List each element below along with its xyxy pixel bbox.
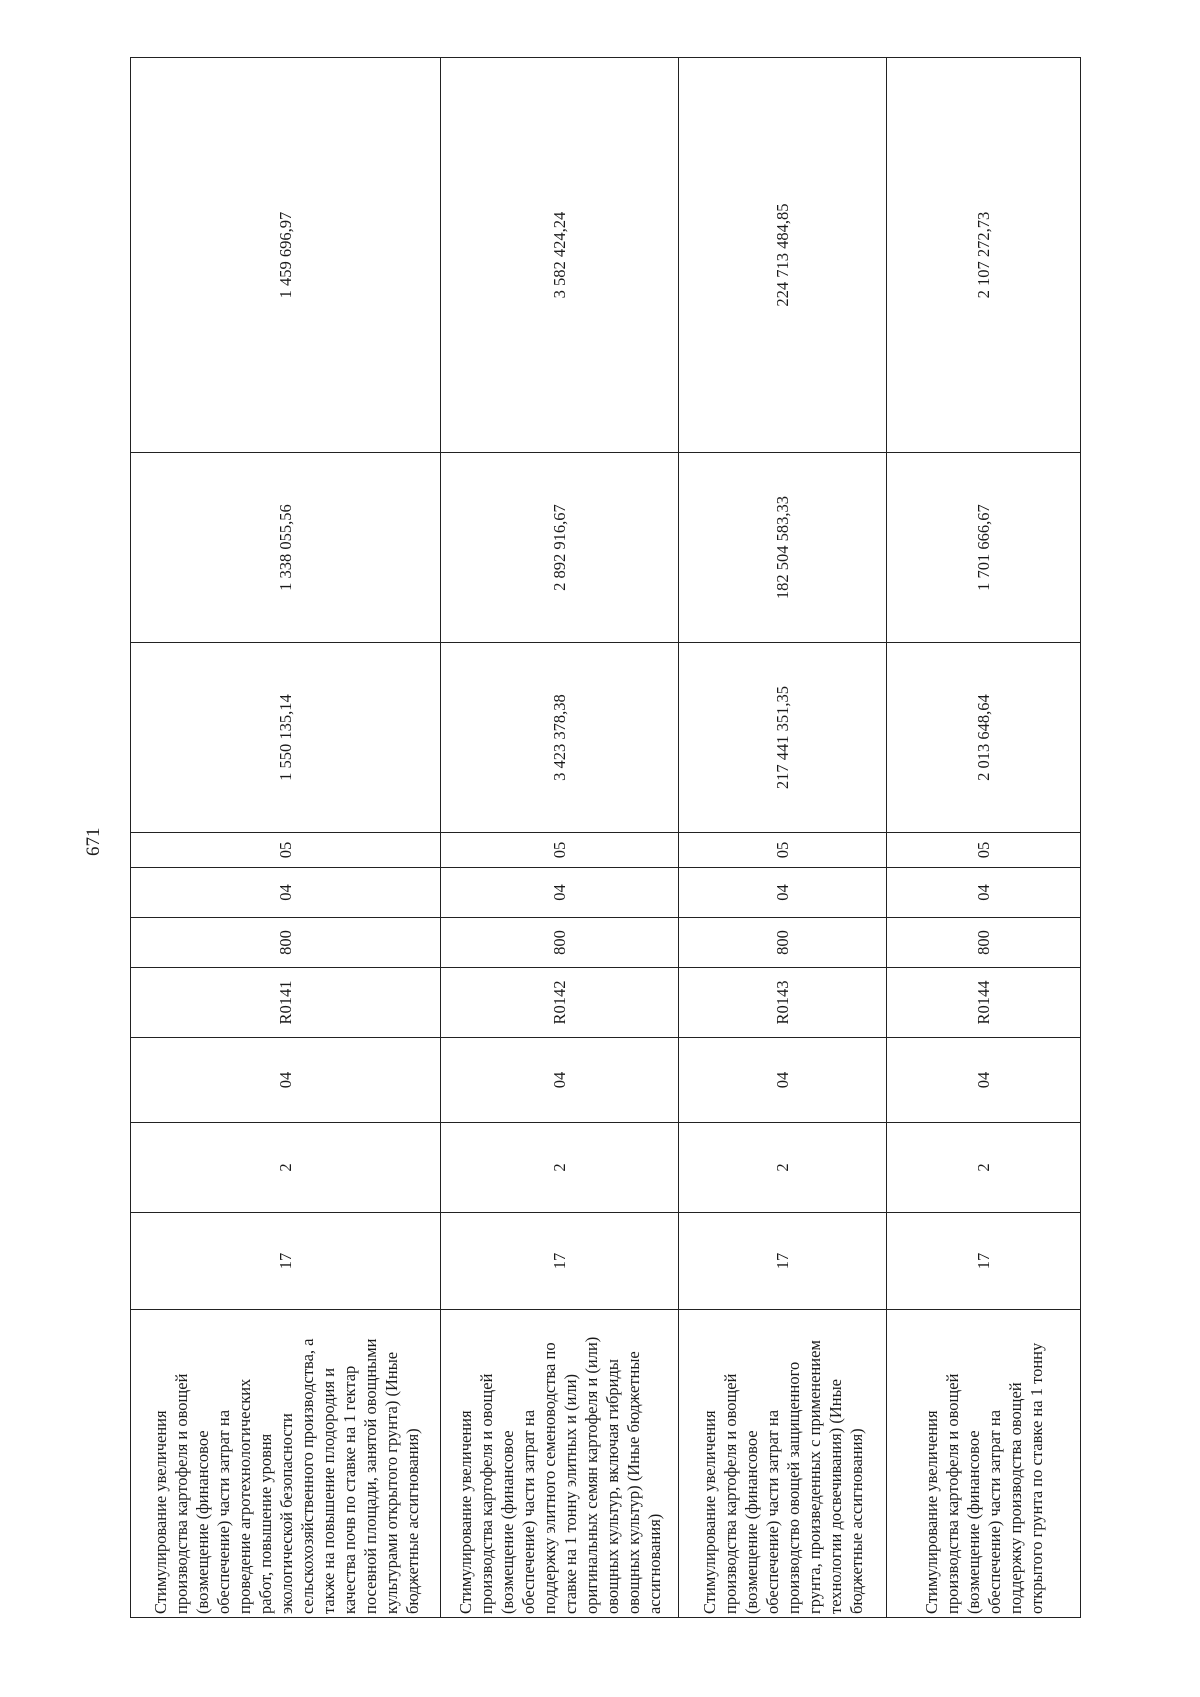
amount-year1-cell: 1 550 135,14	[131, 643, 441, 833]
expense-type-cell: 800	[679, 918, 887, 968]
expense-type-cell: 800	[887, 918, 1081, 968]
amount-year2-cell: 182 504 583,33	[679, 453, 887, 643]
subprogram-code-cell: 2	[441, 1123, 679, 1213]
main-activity-code-cell: 04	[679, 1038, 887, 1123]
subsection-code-cell: 05	[679, 833, 887, 868]
page-number: 671	[83, 827, 104, 856]
table-row	[441, 58, 679, 1618]
amount-year2-cell: 1 701 666,67	[887, 453, 1081, 643]
table-row	[131, 58, 441, 1618]
main-activity-code-cell: 04	[887, 1038, 1081, 1123]
subprogram-code-cell: 2	[679, 1123, 887, 1213]
subsection-code-cell: 05	[441, 833, 679, 868]
section-code-cell: 04	[441, 868, 679, 918]
direction-code-cell: R0142	[441, 968, 679, 1038]
row-name-cell: Стимулирование увеличения производства картофеля и овощей (возмещение (финансовое обеспечение) части затрат на проведение агротехнологических работ, повышение уровня экологической безопасности сельскохозяйственного производства, а также на повышение плодородия и качества почв по ставке на 1 гектар посевной площади, занятой овощными культурами открытого грунта) (Иные бюджетные ассигнования)	[131, 1310, 441, 1618]
amount-year1-cell: 2 013 648,64	[887, 643, 1081, 833]
subprogram-code-cell: 2	[887, 1123, 1081, 1213]
table-row	[679, 58, 887, 1618]
main-activity-code-cell: 04	[441, 1038, 679, 1123]
amount-year2-cell: 2 892 916,67	[441, 453, 679, 643]
amount-year1-cell: 3 423 378,38	[441, 643, 679, 833]
amount-year3-cell: 2 107 272,73	[887, 58, 1081, 453]
expense-type-cell: 800	[441, 918, 679, 968]
program-code-cell: 17	[441, 1213, 679, 1310]
program-code-cell: 17	[679, 1213, 887, 1310]
section-code-cell: 04	[131, 868, 441, 918]
budget-table	[130, 57, 1081, 1618]
row-name-cell: Стимулирование увеличения производства картофеля и овощей (возмещение (финансовое обеспечение) части затрат на поддержку производства овощей открытого грунта по ставке на 1 тонну	[887, 1310, 1081, 1618]
direction-code-cell: R0143	[679, 968, 887, 1038]
subsection-code-cell: 05	[887, 833, 1081, 868]
program-code-cell: 17	[887, 1213, 1081, 1310]
program-code-cell: 17	[131, 1213, 441, 1310]
subprogram-code-cell: 2	[131, 1123, 441, 1213]
section-code-cell: 04	[887, 868, 1081, 918]
amount-year3-cell: 3 582 424,24	[441, 58, 679, 453]
direction-code-cell: R0144	[887, 968, 1081, 1038]
row-name-cell: Стимулирование увеличения производства картофеля и овощей (возмещение (финансовое обеспечение) части затрат на поддержку элитного семеноводства по ставке на 1 тонну элитных и (или) оригинальных семян картофеля и (или) овощных культур, включая гибриды овощных культур) (Иные бюджетные ассигнования)	[441, 1310, 679, 1618]
amount-year3-cell: 224 713 484,85	[679, 58, 887, 453]
main-activity-code-cell: 04	[131, 1038, 441, 1123]
direction-code-cell: R0141	[131, 968, 441, 1038]
amount-year2-cell: 1 338 055,56	[131, 453, 441, 643]
row-name-cell: Стимулирование увеличения производства картофеля и овощей (возмещение (финансовое обеспечение) части затрат на производство овощей защищенного грунта, произведенных с применением технологии досвечивания) (Иные бюджетные ассигнования)	[679, 1310, 887, 1618]
subsection-code-cell: 05	[131, 833, 441, 868]
amount-year3-cell: 1 459 696,97	[131, 58, 441, 453]
amount-year1-cell: 217 441 351,35	[679, 643, 887, 833]
rotated-table-container	[130, 58, 1080, 1618]
expense-type-cell: 800	[131, 918, 441, 968]
table-row	[887, 58, 1081, 1618]
section-code-cell: 04	[679, 868, 887, 918]
